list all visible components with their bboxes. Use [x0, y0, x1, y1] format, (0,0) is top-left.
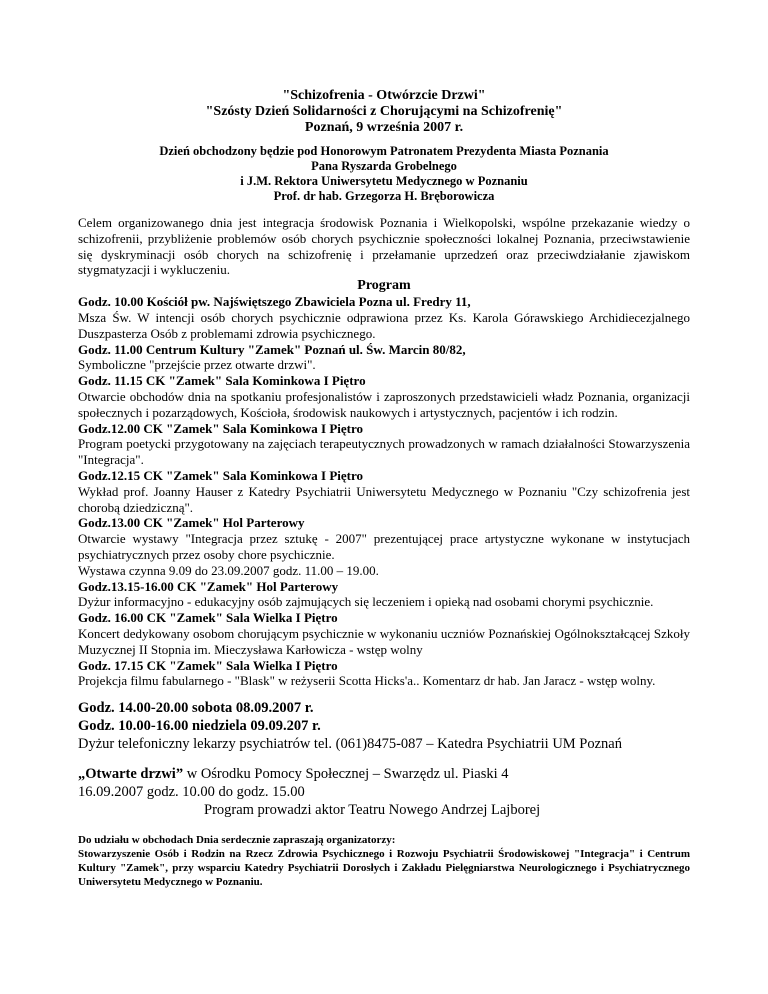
open-doors-time: 16.09.2007 godz. 10.00 do godz. 15.00 [78, 784, 305, 801]
event-item [78, 610, 690, 657]
event-heading: Godz.13.15-16.00 CK "Zamek" Hol Parterowy [78, 578, 339, 594]
patronage-block [78, 144, 690, 204]
event-item [78, 515, 690, 578]
title-line-2: "Szósty Dzień Solidarności z Chorującymi na Schizofrenię" [205, 104, 563, 119]
hotline-description: Dyżur telefoniczny lekarzy psychiatrów tel. (061)8475-087 – Katedra Psychiatrii UM Poznań [78, 736, 622, 753]
open-doors-block [78, 765, 690, 819]
organizers-intro: Do udziału w obchodach Dnia serdecznie zapraszają organizatorzy: [78, 834, 396, 847]
intro-paragraph: Celem organizowanego dnia jest integracja środowisk Poznania i Wielkopolski, wspólne przekazanie wiedzy o schizofrenii, przybliżenie problemów osób chorych psychicznie społeczności lokalnej Poznania, przeciwstawienie się dyskryminacji osób chorych na schizofrenię i przełamanie uprzedzeń oraz przeciwdziałanie zjawiskom stygmatyzacji i wykluczeniu. [78, 215, 690, 278]
title-line-3: Poznań, 9 września 2007 r. [304, 120, 464, 135]
event-list [78, 294, 690, 689]
event-item [78, 658, 690, 690]
event-heading: Godz. 16.00 CK "Zamek" Sala Wielka I Piętro [78, 610, 338, 626]
hotline-sunday: Godz. 10.00-16.00 niedziela 09.09.207 r. [78, 718, 321, 735]
document-title [78, 88, 690, 136]
event-item [78, 468, 690, 515]
patronage-line-3: i J.M. Rektora Uniwersytetu Medycznego w Poznaniu [240, 174, 528, 188]
event-description: Symboliczne "przejście przez otwarte drzwi". [78, 357, 316, 373]
document-page [78, 88, 690, 889]
organizers-list: Stowarzyszenie Osób i Rodzin na Rzecz Zdrowia Psychicznego i Rozwoju Psychiatrii Środowiskowej "Integracja" i Centrum Kultury "Zamek", przy wsparciu Katedry Psychiatrii Dorosłych i Zakładu Pielęgniarstwa Neurologicznego i Psychiatrycznego Uniwersytetu Medycznego w Poznaniu. [78, 848, 690, 889]
event-description: Projekcja filmu fabularnego - "Blask" w reżyserii Scotta Hicks'a.. Komentarz dr hab. Jan Jaracz - wstęp wolny. [78, 673, 656, 689]
event-description: Program poetycki przygotowany na zajęciach terapeutycznych prowadzonych w ramach działalności Stowarzyszenia "Integracja". [78, 436, 690, 468]
patronage-line-2: Pana Ryszarda Grobelnego [311, 159, 457, 173]
event-item [78, 373, 690, 420]
event-heading: Godz. 11.00 Centrum Kultury "Zamek" Poznań ul. Św. Marcin 80/82, [78, 341, 466, 357]
event-item [78, 294, 690, 341]
exhibition-hours: Wystawa czynna 9.09 do 23.09.2007 godz. 11.00 – 19.00. [78, 562, 379, 578]
hotline-saturday: Godz. 14.00-20.00 sobota 08.09.2007 r. [78, 700, 314, 717]
event-heading: Godz.12.00 CK "Zamek" Sala Kominkowa I Piętro [78, 420, 364, 436]
event-heading: Godz. 17.15 CK "Zamek" Sala Wielka I Piętro [78, 657, 338, 673]
patronage-line-1: Dzień obchodzony będzie pod Honorowym Patronatem Prezydenta Miasta Poznania [159, 144, 609, 158]
event-description: Dyżur informacyjno - edukacyjny osób zajmujących się leczeniem i opieką nad osobami chorymi psychicznie. [78, 594, 654, 610]
event-heading: Godz. 10.00 Kościół pw. Najświętszego Zbawiciela Pozna ul. Fredry 11, [78, 294, 471, 310]
event-description: Msza Św. W intencji osób chorych psychicznie odprawiona przez Ks. Karola Górawskiego Archidiecezjalnego Duszpasterza Osób z problemami zdrowia psychicznego. [78, 309, 690, 341]
open-doors-line-1 [78, 765, 690, 783]
event-item [78, 342, 690, 374]
patronage-line-4: Prof. dr hab. Grzegorza H. Bręborowicza [273, 189, 495, 203]
open-doors-location: w Ośrodku Pomocy Społecznej – Swarzędz ul. Piaski 4 [183, 766, 509, 783]
event-description: Wykład prof. Joanny Hauser z Katedry Psychiatrii Uniwersytetu Medycznego w Poznaniu "Czy schizofrenia jest chorobą dziedziczną". [78, 483, 690, 515]
event-item [78, 579, 690, 611]
event-description: Koncert dedykowany osobom chorującym psychicznie w wykonaniu uczniów Poznańskiej Ogólnokształcącej Szkoły Muzycznej II Stopnia im. Mieczysława Karłowicza - wstęp wolny [78, 625, 690, 657]
event-description: Otwarcie wystawy "Integracja przez sztukę - 2007" prezentującej prace artystyczne wykonane w instytucjach psychiatrycznych przez osoby chore psychicznie. [78, 531, 690, 562]
program-heading: Program [357, 278, 411, 294]
event-heading: Godz.13.00 CK "Zamek" Hol Parterowy [78, 515, 305, 531]
event-heading: Godz.12.15 CK "Zamek" Sala Kominkowa I Piętro [78, 467, 364, 483]
event-heading: Godz. 11.15 CK "Zamek" Sala Kominkowa I Piętro [78, 373, 366, 389]
organizers-block [78, 833, 690, 889]
event-item [78, 421, 690, 468]
open-doors-title: „Otwarte drzwi” [78, 766, 184, 783]
title-line-1: "Schizofrenia - Otwórzcie Drzwi" [282, 88, 486, 103]
open-doors-host: Program prowadzi aktor Teatru Nowego Andrzej Lajborej [204, 802, 541, 819]
event-description: Otwarcie obchodów dnia na spotkaniu profesjonalistów i zaproszonych przedstawicieli władz Poznania, organizacji społecznych i pozarządowych, Kościoła, środowisk naukowych i artystycznych, pacjentów i ich rodzin. [78, 388, 690, 420]
hotline-block [78, 699, 690, 753]
